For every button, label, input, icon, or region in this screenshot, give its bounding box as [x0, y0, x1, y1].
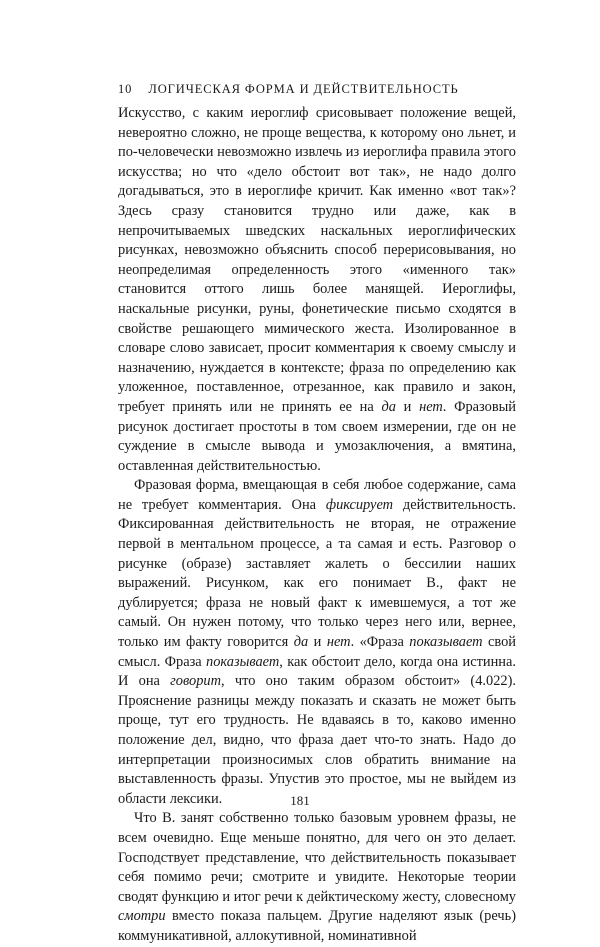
- emphasized-text: фиксирует: [325, 496, 394, 513]
- paragraph: [118, 809, 516, 946]
- text-run: и: [395, 398, 420, 415]
- chapter-title: ЛОГИЧЕСКАЯ ФОРМА И ДЕЙСТВИТЕЛЬНОСТЬ: [148, 82, 459, 96]
- text-run: свой смысл. Фраза: [118, 634, 516, 670]
- emphasized-text: говорит: [170, 673, 222, 690]
- emphasized-text: показывает: [206, 653, 280, 670]
- emphasized-text: нет: [419, 398, 443, 415]
- text-run: . «Фраза: [350, 634, 410, 651]
- paragraph: [118, 476, 516, 809]
- text-run: . Фразовый рисунок достигает простоты в том своем измерении, где он не суждение в смысле вывода и умозаключения, а вмятина, оставленная действительностью.: [118, 398, 517, 474]
- chapter-number: 10: [118, 82, 133, 96]
- body-text: [118, 104, 516, 947]
- text-run: Что В. занят собственно только базовым уровнем фразы, не всем очевидно. Еще меньше понятно, для чего он это делает. Господствует представление, что действительность показывает себя помимо речи; смотрите и увидите. Некоторые теории сводят функцию и итог речи к дейктическому жесту, словесному: [118, 810, 516, 905]
- paragraph: [118, 104, 516, 476]
- text-run: Фразовая форма, вмещающая в себя любое содержание, сама не требует комментария. Она: [118, 477, 516, 513]
- text-run: , что оно таким образом обстоит» (4.022). Прояснение разницы между показать и сказать не может быть проще, тут его трудность. Не вдаваясь в то, каково именно положение дел, видно, что фраза дает что-то знать. Надо до интерпретации произносимых слов обратить внимание на выставленность фразы. Упустив это простое, мы не выйдем из области лексики.: [118, 673, 516, 807]
- emphasized-text: смотри: [118, 908, 166, 925]
- emphasized-text: да: [293, 634, 309, 651]
- emphasized-text: показывает: [409, 634, 483, 651]
- emphasized-text: да: [381, 398, 396, 415]
- text-run: и: [308, 634, 327, 651]
- page-number: 181: [290, 793, 310, 808]
- emphasized-text: нет: [326, 634, 351, 651]
- running-header: [118, 82, 484, 97]
- text-run: , как обстоит дело, когда она истинна. И она: [118, 653, 516, 690]
- text-run: Искусство, с каким иероглиф срисовывает положение вещей, невероятно сложно, не проще вещества, к которому оно льнет, и по-человечески невозможно извлечь из иероглифа правила этого искусства; но что «дело обстоит вот так», не надо долго догадываться, это в иероглифе кричит. Как именно «вот так»? Здесь сразу становится трудно или даже, как в непрочитываемых шведских наскальных иероглифических рисунках, невозможно объяснить способ перерисовывания, но неопределимая определенность этого «именного так» становится оттого лишь более манящей. Иероглифы, наскальные рисунки, руны, фонетические письмо сходятся в свойстве решающего мимического жеста. Изолированное в словаре слово зависает, просит комментария к своему смыслу и назначению, нуждается в контексте; фраза по определению как уложенное, поставленное, отрезанное, как правило и закон, требует принять или не принять ее на: [118, 105, 516, 415]
- text-run: действительность. Фиксированная действительность не вторая, не отражение первой в ментальном процессе, а та самая и есть. Разговор о рисунке (образе) заставляет жалеть о бессилии наших выражений. Рисунком, как его понимает В., факт не дублируется; фраза не новый факт к имевшемуся, а тот же самый. Он нужен потому, что только через него или, вернее, только им факту говорится: [118, 496, 516, 651]
- text-run: вместо показа пальцем. Другие наделяют язык (речь) коммуникативной, аллокутивной, номинативной: [118, 908, 516, 944]
